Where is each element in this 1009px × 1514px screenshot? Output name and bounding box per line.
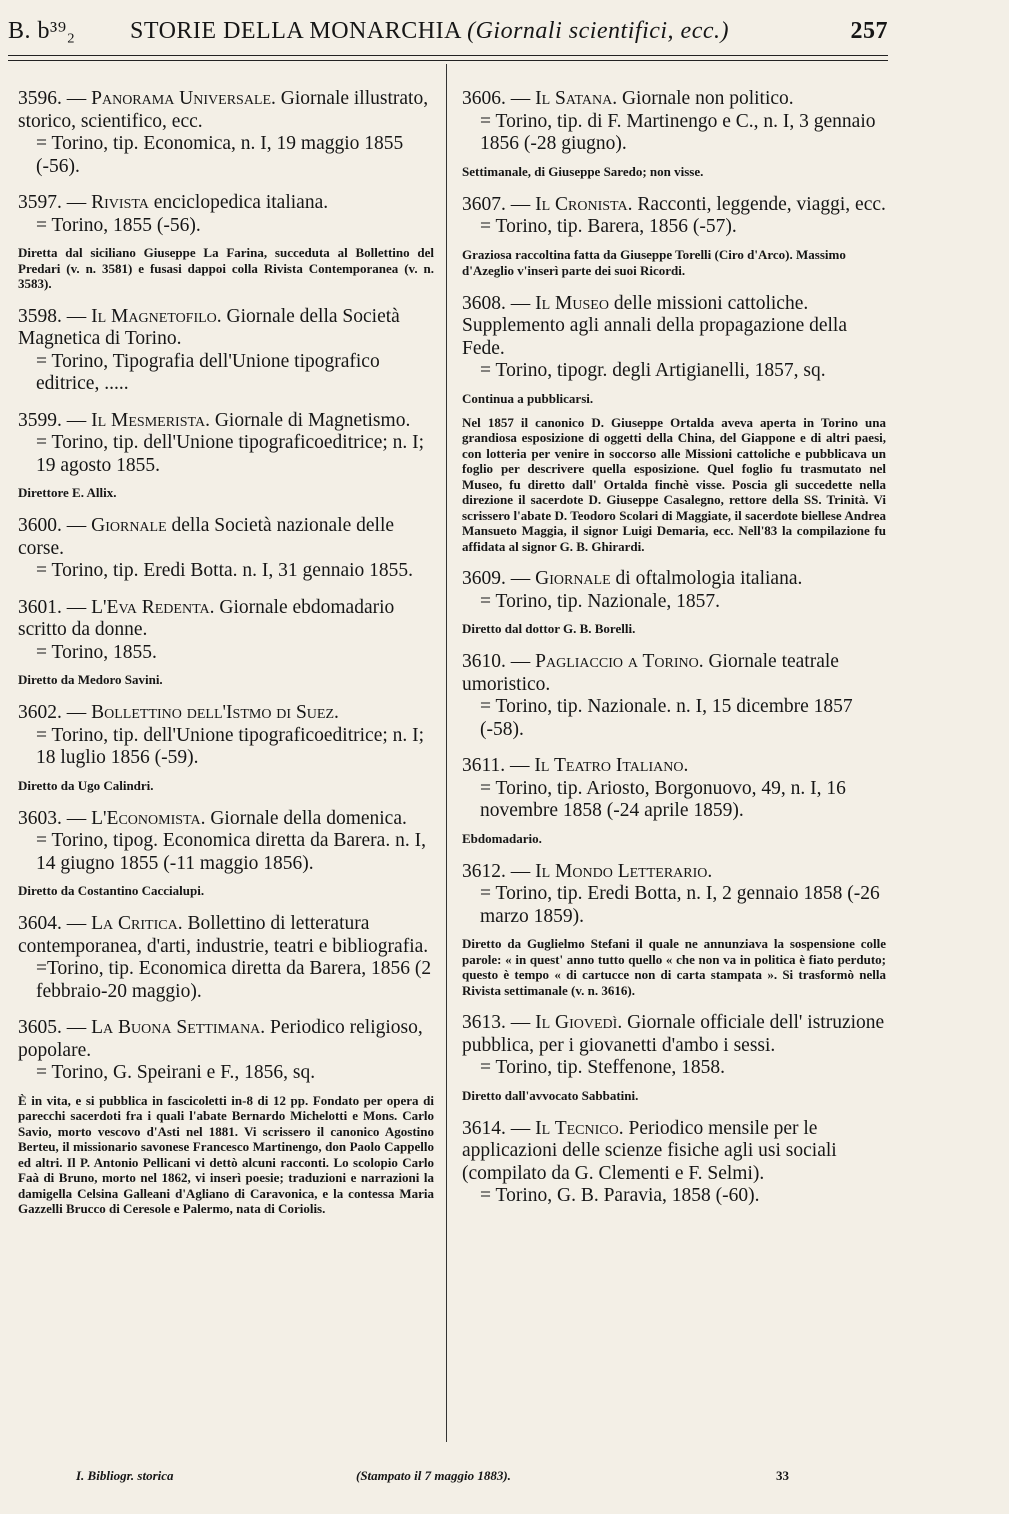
entry-imprint: = Torino, tipogr. degli Artigianelli, 1857, sq. [480, 360, 826, 381]
footer-print-date: (Stampato il 7 maggio 1883). [356, 1468, 511, 1483]
entry-heading [18, 808, 434, 831]
entry-description: . Periodico religioso, popolare. [18, 1017, 423, 1061]
footer-sheet-number: 33 [776, 1468, 789, 1483]
entry-imprint: = Torino, tip. Steffenone, 1858. [480, 1057, 726, 1078]
entry-number: 3605. — [18, 1017, 87, 1038]
entry-title: Giornale [535, 568, 611, 589]
entry-imprint: = Torino, tip. di F. Martinengo e C., n. I, 3 gennaio 1856 (-28 giugno). [480, 110, 876, 154]
entry [462, 1012, 886, 1104]
entry [462, 651, 886, 741]
entry-note: Ebdomadario. [462, 830, 542, 846]
entry-title: Il Satana [535, 88, 613, 109]
entry-note: Settimanale, di Giuseppe Saredo; non visse. [462, 163, 704, 179]
signature-mark: B. b³⁹₂ [8, 18, 76, 44]
entry-imprint: = Torino, tip. Eredi Botta, n. I, 2 gennaio 1858 (-26 marzo 1859). [480, 883, 880, 927]
entry-description: . [683, 755, 689, 776]
entry [18, 410, 434, 502]
entry-description: . Periodico mensile per le applicazioni delle scienze fisiche agli usi sociali (compilato da G. Clementi e F. Selmi). [462, 1117, 837, 1184]
entry [18, 515, 434, 583]
entry-number: 3611. — [462, 755, 530, 776]
entry [18, 913, 434, 1003]
entry [462, 861, 886, 999]
header-rule [8, 55, 888, 56]
entry-note: È in vita, e si pubblica in fascicoletti in-8 di 12 pp. Fondato per opera di parecchi sacerdoti fra i quali l'abate Bernardo Michelotti e Mons. Carlo Savio, morto vescovo d'Asti nel 1881. Vi scrissero il canonico Agostino Berteu, il missionario savonese Francesco Martinengo, don Paolo Cappello ed altri. Il P. Antonio Pellicani vi dettò alcuni racconti. Lo scolopio Carlo Faà di Bruno, morto nel 1862, vi inserì poesie; traduzioni e narrazioni la damigella Celsina Galleani d'Agliano di Caravonica, e la contessa Maria Gazzelli Brucco di Ceresole e Palermo, nata di Coriolis. [18, 1092, 434, 1216]
entry-description: . Giornale della domenica. [200, 807, 407, 829]
entry-title: Il Teatro Italiano [534, 755, 684, 776]
entry [462, 88, 886, 180]
entry-heading [18, 410, 434, 433]
entry-title: Il Cronista [535, 193, 628, 215]
entry-description: . Giornale di Magnetismo. [205, 409, 411, 431]
entry-heading [18, 515, 434, 560]
entry-imprint: = Torino, tip. Barera, 1856 (-57). [480, 216, 737, 237]
left-column [18, 88, 434, 1231]
entry-number: 3607. — [462, 193, 531, 215]
entry-imprint: = Torino, tip. Ariosto, Borgonuovo, 49, n. I, 16 novembre 1858 (-24 aprile 1859). [480, 777, 846, 821]
entry-description: . Giornale illustrato, storico, scientifico, ecc. [18, 88, 429, 132]
entry-number: 3604. — [18, 913, 87, 934]
entry-heading [462, 1012, 886, 1057]
entry-number: 3597. — [18, 192, 87, 213]
entry-description: . Giornale ebdomadario scritto da donne. [18, 596, 395, 640]
entry [18, 192, 434, 292]
entry-imprint: = Torino, tip. dell'Unione tipograficoeditrice; n. I; 18 luglio 1856 (-59). [36, 724, 425, 768]
entry-description: . Racconti, leggende, viaggi, ecc. [627, 193, 886, 215]
entry-number: 3609. — [462, 568, 531, 589]
entry-number: 3610. — [462, 651, 531, 672]
entry-title: L'Eva Redenta [91, 596, 210, 618]
entry-title: Pagliaccio a Torino [535, 651, 699, 672]
entry-imprint: = Torino, tip. Nazionale. n. I, 15 dicembre 1857 (-58). [480, 696, 853, 740]
entry-title: Il Mondo Letterario [535, 860, 708, 882]
entry-heading [18, 597, 434, 642]
entry-title: La Buona Settimana [91, 1017, 261, 1038]
entry-heading [462, 861, 886, 884]
entry-title: La Critica [91, 913, 178, 934]
entry [462, 293, 886, 555]
entry-heading [18, 702, 434, 725]
entry-title: Il Tecnico [535, 1117, 619, 1139]
entry-number: 3599. — [18, 409, 87, 431]
entry-title: Rivista [91, 192, 149, 213]
entry-heading [18, 192, 434, 215]
entry-description: . Giornale non politico. [612, 88, 794, 109]
entry [18, 306, 434, 396]
entry-title: Giornale [91, 515, 167, 536]
entry-heading [462, 651, 886, 696]
entry-description: . Giornale teatrale umoristico. [462, 651, 839, 695]
entry-imprint: = Torino, G. B. Paravia, 1858 (-60). [480, 1185, 760, 1206]
entry-heading [18, 913, 434, 958]
right-column [462, 88, 886, 1222]
entry-title: Bollettino dell'Istmo di Suez [91, 702, 335, 723]
entry-imprint: = Torino, Tipografia dell'Unione tipografico editrice, ..... [36, 350, 380, 394]
entry-title: Il Mesmerista [91, 409, 206, 431]
entry [462, 194, 886, 279]
entry [18, 702, 434, 794]
entry-title: Il Museo [535, 292, 609, 314]
entry-description: . [334, 702, 339, 723]
entry-heading [462, 568, 886, 591]
running-header [8, 18, 888, 54]
entry-description: enciclopedica italiana. [148, 192, 329, 213]
entry [462, 755, 886, 847]
entry-title: Il Magnetofilo [91, 305, 217, 327]
entry [18, 88, 434, 178]
entry-description: delle missioni cattoliche. Supplemento agli annali della propagazione della Fede. [462, 292, 847, 359]
entry-number: 3596. — [18, 88, 87, 109]
entry-heading [462, 755, 886, 778]
entry-imprint: = Torino, tip. Nazionale, 1857. [480, 590, 720, 612]
entry-heading [462, 293, 886, 361]
entry-title: Panorama Universale [91, 88, 272, 109]
entry [18, 597, 434, 689]
header-rule-double [8, 60, 888, 61]
entry-number: 3608. — [462, 292, 531, 314]
entry-note: Graziosa raccoltina fatta da Giuseppe Torelli (Ciro d'Arco). Massimo d'Azeglio v'inserì parte dei suoi Ricordi. [462, 246, 846, 278]
column-divider [446, 64, 447, 1442]
entry-number: 3613. — [462, 1012, 531, 1033]
entry-heading [462, 194, 886, 217]
page-footer [76, 1468, 866, 1484]
entry-heading [18, 1017, 434, 1062]
entry-number: 3612. — [462, 860, 531, 882]
footer-book-ref: I. Bibliogr. storica [76, 1468, 174, 1483]
entry-imprint: = Torino, tip. dell'Unione tipograficoeditrice; n. I; 19 agosto 1855. [36, 432, 425, 476]
entry-imprint: = Torino, tipog. Economica diretta da Barera. n. I, 14 giugno 1855 (-11 maggio 1856). [36, 830, 426, 874]
entry-heading [462, 1118, 886, 1186]
entry-imprint: = Torino, tip. Eredi Botta. n. I, 31 gennaio 1855. [36, 560, 414, 581]
entry-description: di oftalmologia italiana. [610, 568, 803, 589]
entry-note: Diretto dall'avvocato Sabbatini. [462, 1087, 639, 1103]
entry-description: . Bollettino di letteratura contemporanea, d'arti, industrie, teatri e bibliografia. [18, 913, 429, 957]
entry-imprint: =Torino, tip. Economica diretta da Barera, 1856 (2 febbraio-20 maggio). [36, 958, 432, 1002]
entry-imprint: = Torino, G. Speirani e F., 1856, sq. [36, 1062, 316, 1083]
entry-imprint: = Torino, 1855 (-56). [36, 214, 201, 236]
entry-number: 3614. — [462, 1117, 531, 1139]
entry-imprint: = Torino, tip. Economica, n. I, 19 maggio 1855 (-56). [36, 133, 404, 177]
entry-note: Diretto dal dottor G. B. Borelli. [462, 621, 636, 636]
entry [18, 808, 434, 900]
entry-number: 3603. — [18, 807, 87, 829]
entry-number: 3606. — [462, 88, 531, 109]
entry-note: Direttore E. Allix. [18, 485, 117, 500]
entry-description: . Giornale della Società Magnetica di Torino. [18, 305, 400, 349]
entry-description: della Società nazionale delle corse. [18, 515, 395, 559]
entry-description: . Giornale officiale dell' istruzione pubblica, per i giovanetti d'ambo i sessi. [462, 1012, 885, 1056]
entry-note: Diretto da Ugo Calindri. [18, 777, 154, 793]
entry-number: 3602. — [18, 702, 87, 723]
entry-note: Diretto da Medoro Savini. [18, 672, 163, 687]
entry-number: 3601. — [18, 596, 87, 618]
entry-note: Diretto da Costantino Caccialupi. [18, 883, 205, 898]
entry [462, 568, 886, 637]
page-number: 257 [850, 18, 888, 44]
entry-note: Diretta dal siciliano Giuseppe La Farina, succeduta al Bollettino del Predari (v. n. 3581) e fusasi dappoi colla Rivista Contemporanea (v. n. 3583). [18, 245, 434, 291]
entry-note-extended: Nel 1857 il canonico D. Giuseppe Ortalda aveva aperta in Torino una grandiosa esposizione di oggetti della China, del Giappone e di altri paesi, con lotteria per venire in soccorso alle Missioni cattoliche e pubblicava un foglio per descrivere quella esposizione. Quel foglio fu trasmutato nel Museo, fu diretto dall' Ortalda finchè visse. Poscia gli succedette nella direzione il sacerdote D. Giuseppe Casalegno, rettore della SS. Trinità. Vi scrissero l'abate D. Teodoro Scolari di Maggiate, il sacerdote biellese Andrea Mansueto Maggia, il signor Luigi Demaria, ecc. Nell'83 la compilazione fu affidata al signor G. B. Ghirardi. [462, 414, 886, 554]
entry [18, 1017, 434, 1217]
entry-heading [462, 88, 886, 111]
page-title: STORIE DELLA MONARCHIA (Giornali scientifici, ecc.) [130, 18, 729, 44]
entry-number: 3598. — [18, 305, 87, 327]
entry-title: Il Giovedì [535, 1012, 618, 1033]
entry [462, 1118, 886, 1208]
entry-heading [18, 306, 434, 351]
entry-title: L'Economista [91, 807, 201, 829]
entry-imprint: = Torino, 1855. [36, 641, 157, 663]
entry-heading [18, 88, 434, 133]
entry-note: Diretto da Guglielmo Stefani il quale ne annunziava la sospensione colle parole: « in quest' anno tutto quello « che non va in politica è fiato perduto; questo è tempo « di cartucce non di carta stampata ». Si trasformò nella Rivista settimanale (v. n. 3616). [462, 936, 886, 998]
entry-description: . [707, 860, 713, 882]
entry-note: Continua a pubblicarsi. [462, 390, 594, 406]
entry-number: 3600. — [18, 515, 87, 536]
